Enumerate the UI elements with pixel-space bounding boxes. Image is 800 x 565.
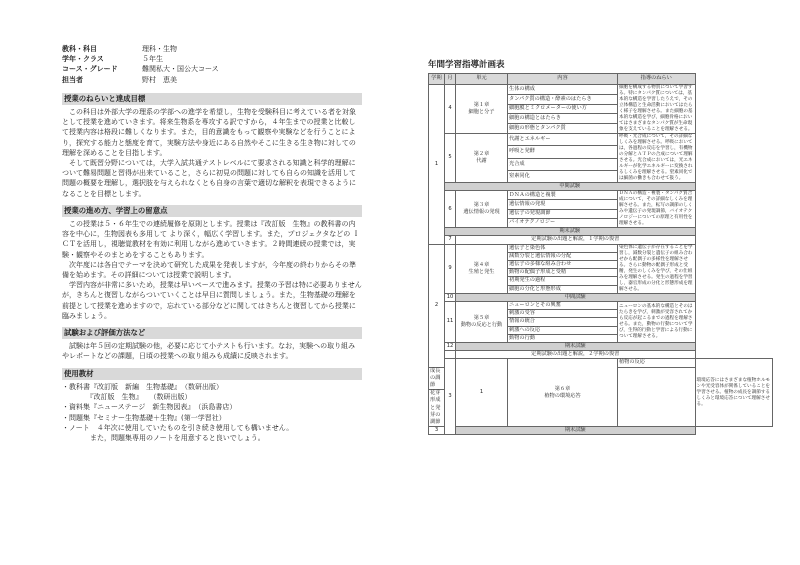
table-row xyxy=(429,359,773,367)
table-row xyxy=(429,427,773,435)
section-heading: 授業のねらいと達成目標 xyxy=(62,93,362,105)
info-key: 担当者 xyxy=(62,75,83,84)
content-cell: 生体の構成 xyxy=(508,85,618,95)
month-cell: 11 xyxy=(445,302,456,343)
content-cell: 遺伝子の発現調節 xyxy=(508,209,618,218)
content-cell: 動物の配偶子形成と受精 xyxy=(508,269,618,277)
month-cell: 4 xyxy=(445,85,456,134)
material-item: ・ノート ４年次に使用していたものを引き続き使用しても構いません。 xyxy=(62,423,294,432)
summary-cell: 定期試験の出題と解説，２学期の復習 xyxy=(456,351,696,359)
header-cell: 指導のねらい xyxy=(618,74,696,85)
content-cell: 刺激への反応 xyxy=(508,326,618,334)
unit-cell: 第２章 代謝 xyxy=(456,134,508,183)
right-column xyxy=(428,58,773,435)
exam-row xyxy=(429,183,773,191)
info-value: 野村 恵美 xyxy=(142,75,177,84)
section-heading: 使用教材 xyxy=(62,368,362,380)
unit-cell: 第１章 細胞と分子 xyxy=(456,85,508,134)
header-cell: 月 xyxy=(445,74,456,85)
exam-label: 期末試験 xyxy=(456,343,696,351)
month-cell xyxy=(445,351,456,359)
month-cell: 7 xyxy=(445,236,456,244)
content-cell: 遺伝子と染色体 xyxy=(508,244,618,252)
header-cell: 内容 xyxy=(508,74,618,85)
info-value: 理科・生物 xyxy=(142,45,177,53)
table-row xyxy=(429,85,773,95)
info-key: 学年・クラス xyxy=(62,55,104,64)
section-heading: 授業の進め方、学習上の留意点 xyxy=(62,205,362,217)
content-cell: ニューロンとその興奮 xyxy=(508,302,618,310)
materials-list xyxy=(62,382,362,443)
aim-cell: 細胞を構成する物質について学習する。特にタンパク質については，基本的な構造を学習したうえで，その立体構造と生命活動においてはたらく様子を理解させる。また細胞の基本的な構造を学び，細胞骨格においてはさまざまなタンパク質が生命現象を支えていることを理解させる。 xyxy=(618,85,696,134)
content-cell: 細胞の分化と形態形成 xyxy=(508,285,618,293)
aim-cell: 環境応答にはさまざまな植物ホルモンや光受容体が関係していることを学習させる。植物の成長を調節するしくみと環境応答について理解させる。 xyxy=(695,359,773,427)
table-row xyxy=(429,191,773,200)
term-cell: 1 xyxy=(429,85,445,245)
table-row xyxy=(429,244,773,252)
month-cell: 1 xyxy=(456,359,508,427)
table-row xyxy=(429,134,773,146)
material-item: また，問題集専用のノートを用意すると良いでしょう。 xyxy=(62,433,265,442)
info-value: ５年生 xyxy=(142,55,163,64)
table-row xyxy=(429,343,773,351)
section-heading: 試験および評価方法など xyxy=(62,327,362,339)
content-cell: 成長の調節 xyxy=(429,367,445,390)
content-cell: 代謝とエネルギー xyxy=(508,134,618,146)
aim-cell: 染色体に遺伝子が存在することを学習し，減数分裂と遺伝子の組み合わせから配偶子の多様性を理解させる。さらに動物の配偶子形成と受精，発生のしくみを学び，その仕組みを理解させる。発生の過程を学習し，器官形成の分化と形態形成を理解させる。 xyxy=(618,244,696,293)
summary-cell: 定期試験の出題と解説，１学期の復習 xyxy=(456,236,696,244)
plan-title: 年間学習指導計画表 xyxy=(428,60,505,70)
unit-cell: 第５章 動物の反応と行動 xyxy=(456,302,508,343)
info-key: コース・グレード xyxy=(62,65,118,74)
table-row xyxy=(429,236,773,244)
month-cell: 5 xyxy=(445,134,456,183)
info-key: 教科・科目 xyxy=(62,45,97,53)
term-cell: 2 xyxy=(429,244,445,367)
table-row xyxy=(429,302,773,310)
table-row xyxy=(429,351,773,359)
material-item: ・教科書『改訂版 新編 生物基礎』 （数研出版） xyxy=(62,382,223,391)
content-cell: 遺伝情報の発現 xyxy=(508,200,618,209)
content-cell: 呼吸と発酵 xyxy=(508,146,618,158)
content-cell: 細胞膜とミクロメーターの使い方 xyxy=(508,104,618,114)
content-cell: 遺伝子の多様な組み合わせ xyxy=(508,261,618,269)
content-cell: ＤＮＡの構造と複製 xyxy=(508,191,618,200)
course-info xyxy=(62,44,362,85)
exam-label: 期末試験 xyxy=(456,427,696,435)
plan-table xyxy=(428,73,773,435)
month-cell: 9 xyxy=(445,244,456,293)
aim-cell: 呼吸・光合成について，その詳細なしくみを理解させる。呼吸においては，各過程の反応を学習し，有機物の分解とＡＴＰの合成について理解させる。光合成においては，光エネルギーが化学エネルギーに変換されるしくみを理解させる。窒素同化では細菌の働きも合わせて扱う。 xyxy=(618,134,696,183)
info-value: 難関私大・国公大コース xyxy=(142,65,219,74)
content-cell: タンパク質の構造・酵素のはたらき xyxy=(508,94,618,104)
content-cell: 窒素同化 xyxy=(508,170,618,182)
content-cell: 動物の行動 xyxy=(508,334,618,342)
month-cell: 12 xyxy=(445,343,456,351)
paragraph: そして既習分野については，大学入試共通テストレベルにて要求される知識と科学的理解について難易問題と習得が出来ていること，さらに初見の問題に対しても自らの知識を活用して問題の概要を理解し，選択肢を与えられなくとも自身の言葉で適切な解釈を表現できるようになることを目標とします。 xyxy=(62,159,356,198)
exam-row xyxy=(429,228,773,236)
aim-cell: ニューロンの基本的な構造とそのはたらきを学び，刺激が受容されてから反応が起こるまでの過程を理解させる。また，動物の行動について学び，生得的行動と学習による行動について理解させる。 xyxy=(618,302,696,343)
table-row xyxy=(429,293,773,301)
paragraph: 次年度には各自でテーマを決めて研究した成果を発表しますが，今年度の終わりからその準備を始めます。その詳細については授業で説明します。 xyxy=(62,260,356,280)
content-cell: バイオテクノロジー xyxy=(508,218,618,227)
term-cell: 3 xyxy=(445,359,456,435)
unit-cell: 第３章 遺伝情報の発現 xyxy=(456,191,508,228)
unit-cell: 第６章 植物の環境応答 xyxy=(508,359,618,427)
month-cell: 6 xyxy=(445,191,456,228)
content-cell: 植物の反応 xyxy=(618,359,696,367)
left-column xyxy=(62,44,362,443)
aim-cell: ＤＮＡの構造・複製・タンパク質合成について，その詳細なしくみを理解させる。また，転写の調節のしくみや遺伝子の発現調節，バイオテクノロジーについての原理と有用性を理解させる。 xyxy=(618,191,696,228)
exam-label: 期末試験 xyxy=(445,228,696,236)
unit-cell: 第４章 生殖と発生 xyxy=(456,244,508,293)
material-item: ・資料集『ニューステージ 新生物図表』 （浜島書店） xyxy=(62,403,237,412)
month-cell: 3 xyxy=(429,427,445,435)
paragraph: 学習内容が非常に多いため，授業は早いペースで進みます。授業の予習は特に必要ありませんが，きちんと復習しながらついていくことは早目に質問しましょう。また，生物基礎の理解を前提として授業を進めますので，忘れている部分などに関してはきちんと復習してから授業に臨みましょう。 xyxy=(62,281,362,320)
content-cell: 光合成 xyxy=(508,158,618,170)
table-header-row xyxy=(429,74,773,85)
paragraph: この科目は外部大学の理系の学部への進学を希望し，生物を受験科目に考えている者を対象として授業を進めていきます。将来生物系を専攻する訳ですから，４年生までの授業と比較して授業内容は格段に難しくなります。また，目的意識をもって観察や実験などを行うことにより，探究する能力と態度を育て，実験方法や身近にある自然やそこに生きる生き物に対しての理解を深めることを目指します。 xyxy=(62,108,356,157)
header-cell: 単元 xyxy=(456,74,508,85)
content-cell: 減数分裂と遺伝情報の分配 xyxy=(508,252,618,260)
header-cell: 学期 xyxy=(429,74,445,85)
content-cell: 情報の統合 xyxy=(508,318,618,326)
paragraph: この授業は５・６年生での連続履修を原則とします。授業は『改訂版 生物』の教科書の内容を中心に，生物図表も多用して より深く，幅広く学習します。また，プロジェクタなどの ＩＣＴを活用し，視聴覚教材を有効に利用しながら進めていきます。２時間連続の授業では，実験・観察やそのまとめをすることもあります。 xyxy=(62,220,360,259)
content-cell: 刺激の受容 xyxy=(508,310,618,318)
paragraph: 試験は年５回の定期試験の他，必要に応じて小テストも行います。なお，実験への取り組みやレポートなどの課題，日頃の授業への取り組みも成績に反映されます。 xyxy=(62,342,356,361)
exam-label: 中間試験 xyxy=(445,183,696,191)
month-cell: 10 xyxy=(445,293,456,301)
content-cell: 細胞の構造とはたらき xyxy=(508,114,618,124)
content-cell: 花芽形成と発芽の調節 xyxy=(429,390,445,427)
material-item: 『改訂版 生物』 （数研出版） xyxy=(62,393,192,402)
exam-label: 中間試験 xyxy=(456,293,696,301)
content-cell: 初期発生の過程 xyxy=(508,277,618,285)
material-item: ・問題集『セミナー生物基礎＋生物』(第一学習社） xyxy=(62,413,226,422)
content-cell: 細胞の形態とタンパク質 xyxy=(508,124,618,134)
